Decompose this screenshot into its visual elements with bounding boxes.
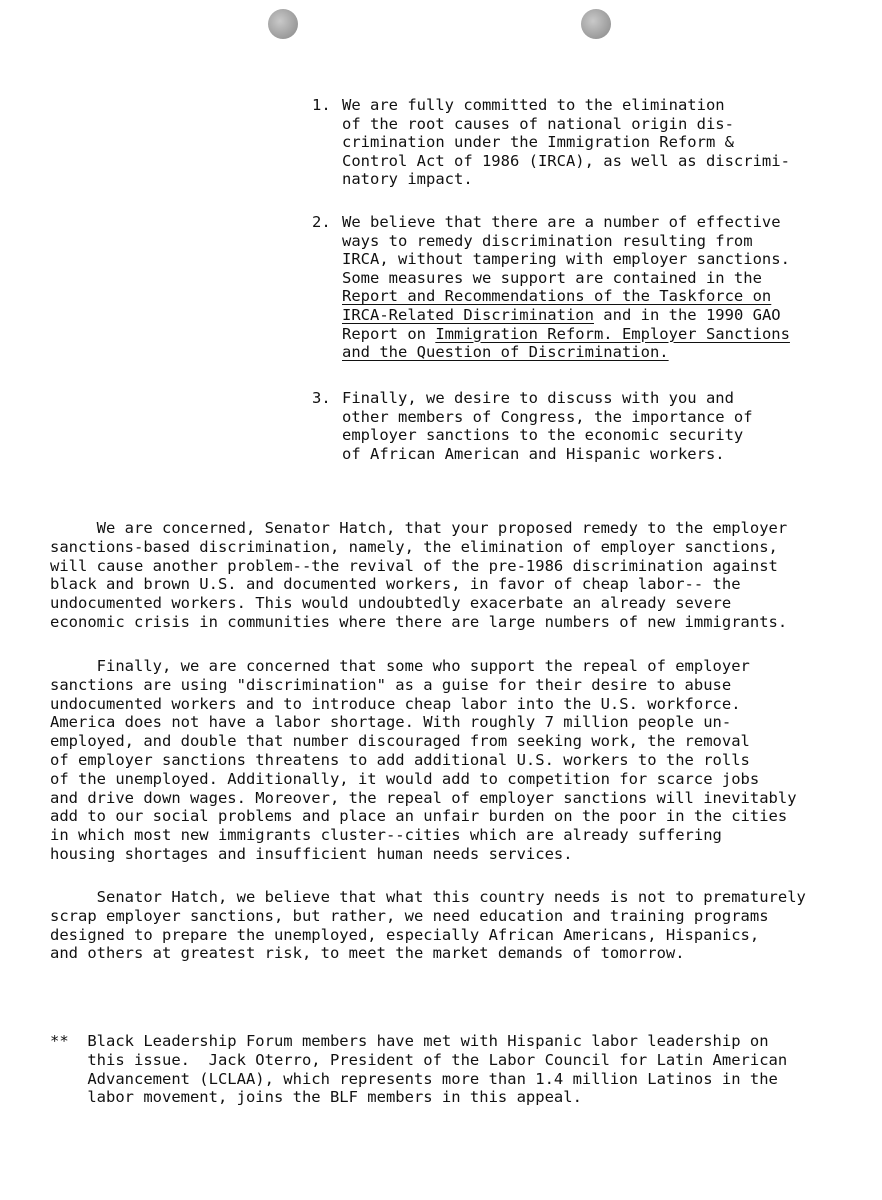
paragraph-line: housing shortages and insufficient human needs services.	[50, 844, 573, 863]
report-title: IRCA-Related Discrimination	[342, 305, 594, 324]
item-line: Finally, we desire to discuss with you and	[342, 389, 734, 407]
numbered-item-1	[312, 96, 832, 189]
item-line	[342, 287, 832, 306]
item-text: and in the 1990 GAO	[593, 305, 781, 324]
numbered-item-3	[312, 389, 832, 463]
item-line: natory impact.	[342, 170, 473, 189]
item-line: IRCA, without tampering with employer sanctions.	[342, 250, 790, 269]
item-number: 1.	[312, 96, 331, 114]
item-line: of the root causes of national origin dis-	[342, 114, 734, 133]
paragraph-line: in which most new immigrants cluster--cities which are already suffering	[50, 826, 722, 845]
paragraph-line: sanctions are using "discrimination" as a guise for their desire to abuse	[50, 675, 732, 694]
item-line	[342, 325, 832, 344]
paragraph-line: designed to prepare the unemployed, especially African Americans, Hispanics,	[50, 925, 760, 944]
paragraph-concern-repeal	[50, 657, 840, 864]
item-line: Control Act of 1986 (IRCA), as well as discrimi-	[342, 151, 790, 170]
paragraph-line: employed, and double that number discouraged from seeking work, the removal	[50, 732, 750, 751]
punch-hole-right	[581, 9, 611, 39]
paragraph-line: scrap employer sanctions, but rather, we need education and training programs	[50, 906, 769, 925]
paragraph-line: economic crisis in communities where there are large numbers of new immigrants.	[50, 612, 788, 631]
gao-report-title: and the Question of Discrimination.	[342, 343, 669, 362]
footnote	[50, 1032, 840, 1107]
paragraph-line: undocumented workers and to introduce cheap labor into the U.S. workforce.	[50, 694, 741, 713]
report-title: Report and Recommendations of the Taskforce on	[342, 287, 772, 306]
item-line	[342, 306, 832, 325]
footnote-line: labor movement, joins the BLF members in this appeal.	[50, 1088, 582, 1107]
paragraph-line: We are concerned, Senator Hatch, that your proposed remedy to the employer	[50, 519, 788, 537]
footnote-line: this issue. Jack Oterro, President of the Labor Council for Latin American	[50, 1050, 788, 1069]
paragraph-line: add to our social problems and place an unfair burden on the poor in the cities	[50, 807, 788, 826]
gao-report-title: Immigration Reform. Employer Sanctions	[435, 324, 790, 343]
footnote-line: ** Black Leadership Forum members have met with Hispanic labor leadership on	[50, 1032, 769, 1050]
paragraph-line: and others at greatest risk, to meet the market demands of tomorrow.	[50, 944, 685, 963]
item-text: Report on	[342, 324, 436, 343]
numbered-item-2	[312, 213, 832, 362]
paragraph-line: of the unemployed. Additionally, it would add to competition for scarce jobs	[50, 769, 760, 788]
item-line: of African American and Hispanic workers.	[342, 444, 725, 463]
paragraph-line: will cause another problem--the revival of the pre-1986 discrimination against	[50, 556, 778, 575]
paragraph-line: black and brown U.S. and documented workers, in favor of cheap labor-- the	[50, 575, 741, 594]
paragraph-line: sanctions-based discrimination, namely, the elimination of employer sanctions,	[50, 537, 778, 556]
paragraph-line: Finally, we are concerned that some who support the repeal of employer	[50, 657, 750, 675]
item-line: We believe that there are a number of effective	[342, 213, 781, 231]
footnote-line: Advancement (LCLAA), which represents more than 1.4 million Latinos in the	[50, 1069, 778, 1088]
item-line	[342, 343, 832, 362]
paragraph-line: of employer sanctions threatens to add additional U.S. workers to the rolls	[50, 750, 750, 769]
paragraph-recommendation	[50, 888, 840, 963]
item-line: other members of Congress, the importance of	[342, 407, 753, 426]
item-line: employer sanctions to the economic security	[342, 426, 744, 445]
paragraph-line: undocumented workers. This would undoubtedly exacerbate an already severe	[50, 594, 732, 613]
item-line: We are fully committed to the elimination	[342, 96, 725, 114]
paragraph-concern-remedy	[50, 519, 840, 632]
item-line: Some measures we support are contained in the	[342, 268, 762, 287]
paragraph-line: America does not have a labor shortage. With roughly 7 million people un-	[50, 713, 732, 732]
paragraph-line: Senator Hatch, we believe that what this country needs is not to prematurely	[50, 888, 806, 906]
item-number: 3.	[312, 389, 331, 407]
punch-hole-left	[268, 9, 298, 39]
item-line: ways to remedy discrimination resulting from	[342, 231, 753, 250]
item-number: 2.	[312, 213, 331, 231]
item-line: crimination under the Immigration Reform &	[342, 133, 734, 152]
paragraph-line: and drive down wages. Moreover, the repeal of employer sanctions will inevitably	[50, 788, 797, 807]
